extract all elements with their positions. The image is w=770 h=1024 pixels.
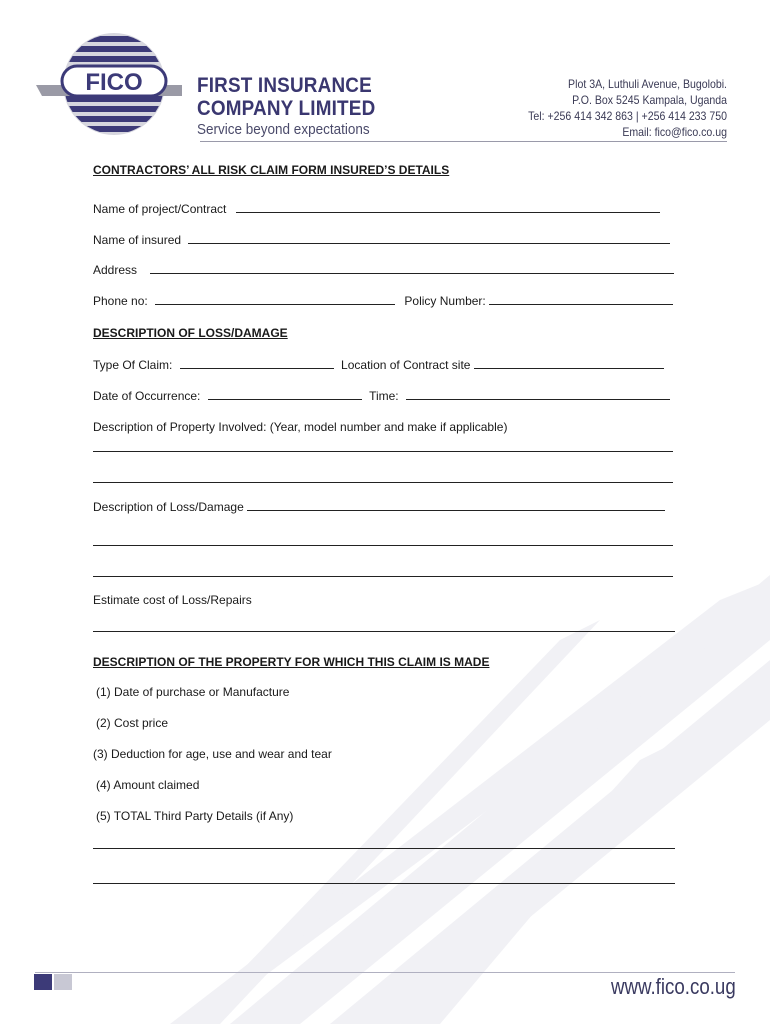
location-field[interactable] [474,358,664,369]
date-time-row [93,389,670,403]
project-field[interactable] [236,202,660,213]
loss-desc-label: Description of Loss/Damage [93,500,244,514]
property-heading: DESCRIPTION OF THE PROPERTY FOR WHICH THIS CLAIM IS MADE [93,655,490,669]
phone-label: Phone no: [93,294,148,308]
item-3: (3) Deduction for age, use and wear and tear [93,747,332,761]
address-label: Address [93,263,138,277]
fico-logo [32,30,190,144]
item-2: (2) Cost price [96,716,169,730]
company-name [197,74,375,120]
address-line2: P.O. Box 5245 Kampala, Uganda [572,93,727,107]
tagline: Service beyond expectations [197,121,370,138]
insured-row [93,233,670,247]
insured-label: Name of insured [93,233,182,247]
phone-policy-row [93,294,673,308]
company-name-line2: COMPANY LIMITED [197,97,376,120]
policy-field[interactable] [489,294,673,305]
email-line: Email: fico@fico.co.ug [622,125,727,139]
policy-label: Policy Number: [404,294,486,308]
third-party-line-1[interactable] [93,848,675,849]
loss-desc-line-1[interactable] [93,545,673,546]
footer-website[interactable]: www.fico.co.ug [611,974,736,999]
location-label: Location of Contract site [341,358,471,372]
project-label: Name of project/Contract [93,202,227,216]
logo-text: FICO [85,69,143,96]
address-field[interactable] [150,263,674,274]
phone-field[interactable] [155,294,395,305]
header-divider [200,141,727,142]
insured-field[interactable] [188,233,670,244]
phone-line: Tel: +256 414 342 863 | +256 414 233 750 [528,109,727,123]
item-5: (5) TOTAL Third Party Details (if Any) [96,809,294,823]
project-row [93,202,675,216]
time-label: Time: [369,389,399,403]
footer-accent-square [34,974,52,990]
property-desc-line-2[interactable] [93,482,673,483]
claim-type-field[interactable] [180,358,334,369]
claim-type-label: Type Of Claim: [93,358,173,372]
loss-heading: DESCRIPTION OF LOSS/DAMAGE [93,326,288,340]
time-field[interactable] [406,389,670,400]
property-desc-line-1[interactable] [93,451,673,452]
third-party-line-2[interactable] [93,883,675,884]
form-title: CONTRACTORS’ ALL RISK CLAIM FORM INSURED’S DETAILS [93,163,450,177]
loss-desc-line-2[interactable] [93,576,673,577]
footer-divider [35,972,735,973]
item-1: (1) Date of purchase or Manufacture [96,685,290,699]
estimate-line[interactable] [93,631,675,632]
company-name-line1: FIRST INSURANCE [197,74,372,97]
address-line1: Plot 3A, Luthuli Avenue, Bugolobi. [568,77,727,91]
loss-desc-row [93,500,665,514]
date-field[interactable] [208,389,362,400]
item-4: (4) Amount claimed [96,778,200,792]
contact-block [528,76,727,140]
address-row [93,263,674,277]
footer-accent-square-light [54,974,72,990]
loss-desc-field[interactable] [247,500,665,511]
date-label: Date of Occurrence: [93,389,201,403]
estimate-label: Estimate cost of Loss/Repairs [93,593,252,607]
property-desc-label: Description of Property Involved: (Year, model number and make if applicable) [93,420,508,434]
claim-type-row [93,358,664,372]
